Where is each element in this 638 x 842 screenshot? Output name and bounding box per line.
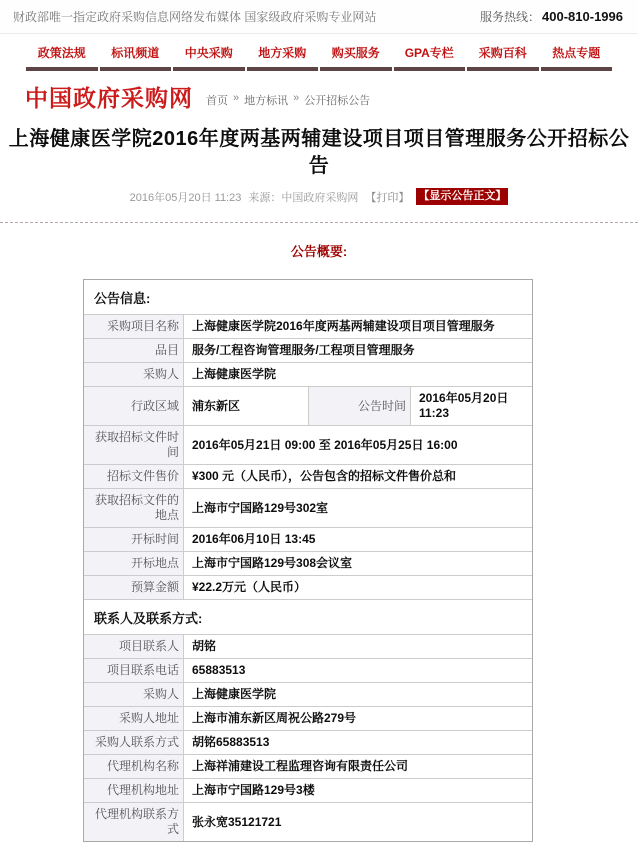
row-label: 招标文件售价 bbox=[84, 465, 184, 488]
table-row bbox=[84, 778, 532, 802]
nav-item-procurement-wiki[interactable]: 采购百科 bbox=[467, 40, 539, 71]
table-row bbox=[84, 754, 532, 778]
row-label: 采购人 bbox=[84, 363, 184, 386]
row-value: 2016年05月21日 09:00 至 2016年05月25日 16:00 bbox=[192, 437, 458, 452]
nav-item-purchase-services[interactable]: 购买服务 bbox=[320, 40, 392, 71]
publish-datetime: 2016年05月20日 11:23 bbox=[129, 191, 242, 204]
row-value: 上海市浦东新区周祝公路279号 bbox=[192, 711, 357, 726]
nav-item-local-procurement[interactable]: 地方采购 bbox=[247, 40, 319, 71]
table-row bbox=[84, 338, 532, 362]
table-row bbox=[84, 488, 532, 527]
row-label: 项目联系人 bbox=[84, 635, 184, 658]
top-utility-bar bbox=[0, 0, 638, 34]
show-announcement-body-button[interactable]: 【显示公告正文】 bbox=[416, 188, 508, 205]
breadcrumb-separator: » bbox=[233, 92, 240, 104]
row-value: 胡铭65883513 bbox=[192, 735, 270, 750]
row-label: 采购项目名称 bbox=[84, 315, 184, 338]
table-row bbox=[84, 682, 532, 706]
table-row bbox=[84, 802, 532, 841]
summary-table bbox=[83, 279, 533, 842]
row-value: ¥22.2万元（人民币） bbox=[192, 580, 307, 595]
nav-item-policy-regulations[interactable]: 政策法规 bbox=[26, 40, 98, 71]
row-label: 代理机构联系方式 bbox=[84, 803, 184, 841]
row-value: 上海市宁国路129号308会议室 bbox=[192, 556, 353, 571]
row-label: 采购人地址 bbox=[84, 707, 184, 730]
row-label: 代理机构名称 bbox=[84, 755, 184, 778]
row-value: 上海健康医学院 bbox=[192, 687, 277, 702]
table-row bbox=[84, 551, 532, 575]
row-value: 上海健康医学院2016年度两基两辅建设项目项目管理服务 bbox=[192, 319, 495, 334]
table-row bbox=[84, 386, 532, 425]
table-row bbox=[84, 314, 532, 338]
row-label: 开标时间 bbox=[84, 528, 184, 551]
row-value: 2016年06月10日 13:45 bbox=[192, 532, 316, 547]
nav-item-central-procurement[interactable]: 中央采购 bbox=[173, 40, 245, 71]
table-row bbox=[84, 706, 532, 730]
nav-item-bid-news-channel[interactable]: 标讯频道 bbox=[100, 40, 172, 71]
article-meta bbox=[0, 188, 638, 205]
breadcrumb-local-bids[interactable]: 地方标讯 bbox=[244, 95, 289, 107]
main-nav bbox=[26, 34, 612, 71]
table-row bbox=[84, 362, 532, 386]
row-label: 公告时间 bbox=[309, 387, 411, 425]
table-row bbox=[84, 527, 532, 551]
row-value: 胡铭 bbox=[192, 639, 217, 654]
row-label: 采购人联系方式 bbox=[84, 731, 184, 754]
article-source: 来源：中国政府采购网 bbox=[248, 191, 359, 204]
table-row bbox=[84, 730, 532, 754]
row-label: 预算金额 bbox=[84, 576, 184, 599]
row-value: ¥300 元（人民币），公告包含的招标文件售价总和 bbox=[192, 469, 457, 484]
row-label: 项目联系电话 bbox=[84, 659, 184, 682]
row-value: 65883513 bbox=[192, 663, 246, 678]
table-row bbox=[84, 634, 532, 658]
row-value: 浦东新区 bbox=[184, 387, 309, 425]
logo-row bbox=[0, 71, 638, 120]
table-row bbox=[84, 425, 532, 464]
row-label: 行政区域 bbox=[84, 387, 184, 425]
row-value: 上海市宁国路129号3楼 bbox=[192, 783, 315, 798]
site-slogan: 财政部唯一指定政府采购信息网络发布媒体 国家级政府采购专业网站 bbox=[13, 10, 377, 24]
row-label: 采购人 bbox=[84, 683, 184, 706]
table-row bbox=[84, 658, 532, 682]
row-value: 上海市宁国路129号302室 bbox=[192, 500, 329, 515]
breadcrumb-home[interactable]: 首页 bbox=[206, 95, 228, 107]
nav-item-gpa-column[interactable]: GPA专栏 bbox=[394, 40, 466, 71]
breadcrumb-current: 公开招标公告 bbox=[304, 95, 371, 107]
site-logo[interactable]: 中国政府采购网 bbox=[25, 85, 193, 111]
dashed-divider bbox=[0, 222, 638, 223]
row-value: 上海祥浦建设工程监理咨询有限责任公司 bbox=[192, 759, 409, 774]
page-title: 上海健康医学院2016年度两基两辅建设项目项目管理服务公开招标公告 bbox=[8, 128, 630, 177]
row-label: 开标地点 bbox=[84, 552, 184, 575]
breadcrumb bbox=[206, 92, 370, 108]
row-value: 张永宽35121721 bbox=[192, 814, 282, 829]
table-section-header: 公告信息: bbox=[94, 291, 151, 307]
table-row bbox=[84, 464, 532, 488]
service-hotline bbox=[480, 8, 623, 25]
table-section-header: 联系人及联系方式: bbox=[84, 599, 532, 634]
row-value: 服务/工程咨询管理服务/工程项目管理服务 bbox=[192, 343, 415, 358]
breadcrumb-separator: » bbox=[293, 92, 300, 104]
row-value: 2016年05月20日 11:23 bbox=[419, 391, 509, 421]
hotline-number: 400-810-1996 bbox=[542, 9, 623, 24]
hotline-label: 服务热线： bbox=[480, 10, 541, 24]
summary-heading: 公告概要: bbox=[290, 244, 348, 260]
row-value: 上海健康医学院 bbox=[192, 367, 277, 382]
row-label: 获取招标文件的地点 bbox=[84, 489, 184, 527]
row-label: 代理机构地址 bbox=[84, 779, 184, 802]
row-label: 获取招标文件时间 bbox=[84, 426, 184, 464]
table-row bbox=[84, 575, 532, 599]
print-button[interactable]: 【打印】 bbox=[365, 191, 410, 204]
nav-item-hot-topics[interactable]: 热点专题 bbox=[541, 40, 613, 71]
row-label: 品目 bbox=[84, 339, 184, 362]
